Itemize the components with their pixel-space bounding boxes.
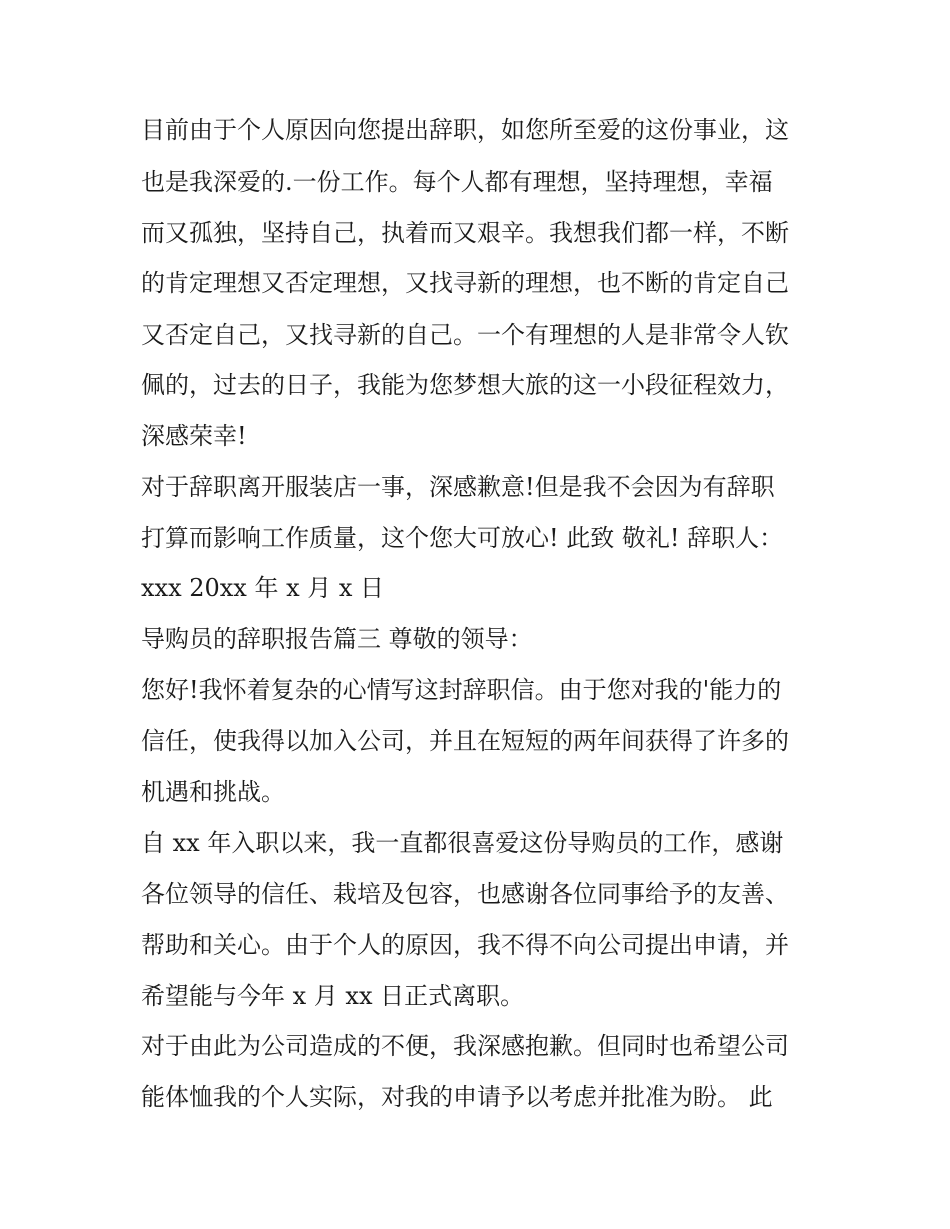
text-line: 各位领导的信任、栽培及包容，也感谢各位同事给予的友善、	[141, 880, 789, 908]
text-line: 机遇和挑战。	[141, 778, 285, 806]
text-line: 对于由此为公司造成的不便，我深感抱歉。但同时也希望公司	[141, 1032, 789, 1060]
text-line: 又否定自己，又找寻新的自己。一个有理想的人是非常令人钦	[141, 321, 789, 349]
text-line: 打算而影响工作质量，这个您大可放心! 此致 敬礼! 辞职人：	[141, 524, 784, 552]
text-line: 目前由于个人原因向您提出辞职，如您所至爱的这份事业，这	[141, 116, 789, 144]
text-line: 导购员的辞职报告篇三 尊敬的领导：	[141, 625, 533, 653]
text-line: 帮助和关心。由于个人的原因，我不得不向公司提出申请，并	[141, 931, 789, 959]
text-line: xxx 20xx 年 x 月 x 日	[141, 574, 385, 602]
text-line: 佩的，过去的日子，我能为您梦想大旅的这一小段征程效力，	[141, 371, 789, 399]
text-line: 对于辞职离开服装店一事，深感歉意!但是我不会因为有辞职	[141, 473, 775, 501]
text-line: 希望能与今年 x 月 xx 日正式离职。	[141, 982, 525, 1010]
text-line: 能体恤我的个人实际，对我的申请予以考虑并批准为盼。 此	[141, 1083, 773, 1111]
text-line: 信任，使我得以加入公司，并且在短短的两年间获得了许多的	[141, 727, 789, 755]
text-line: 深感荣幸!	[141, 422, 247, 450]
text-line: 的肯定理想又否定理想，又找寻新的理想，也不断的肯定自己	[141, 269, 789, 297]
text-line: 而又孤独，坚持自己，执着而又艰辛。我想我们都一样，不断	[141, 219, 789, 247]
text-line: 也是我深爱的.一份工作。每个人都有理想，坚持理想，幸福	[141, 168, 773, 196]
text-line: 您好!我怀着复杂的心情写这封辞职信。由于您对我的'能力的	[141, 676, 782, 704]
text-line: 自 xx 年入职以来，我一直都很喜爱这份导购员的工作，感谢	[141, 829, 784, 857]
